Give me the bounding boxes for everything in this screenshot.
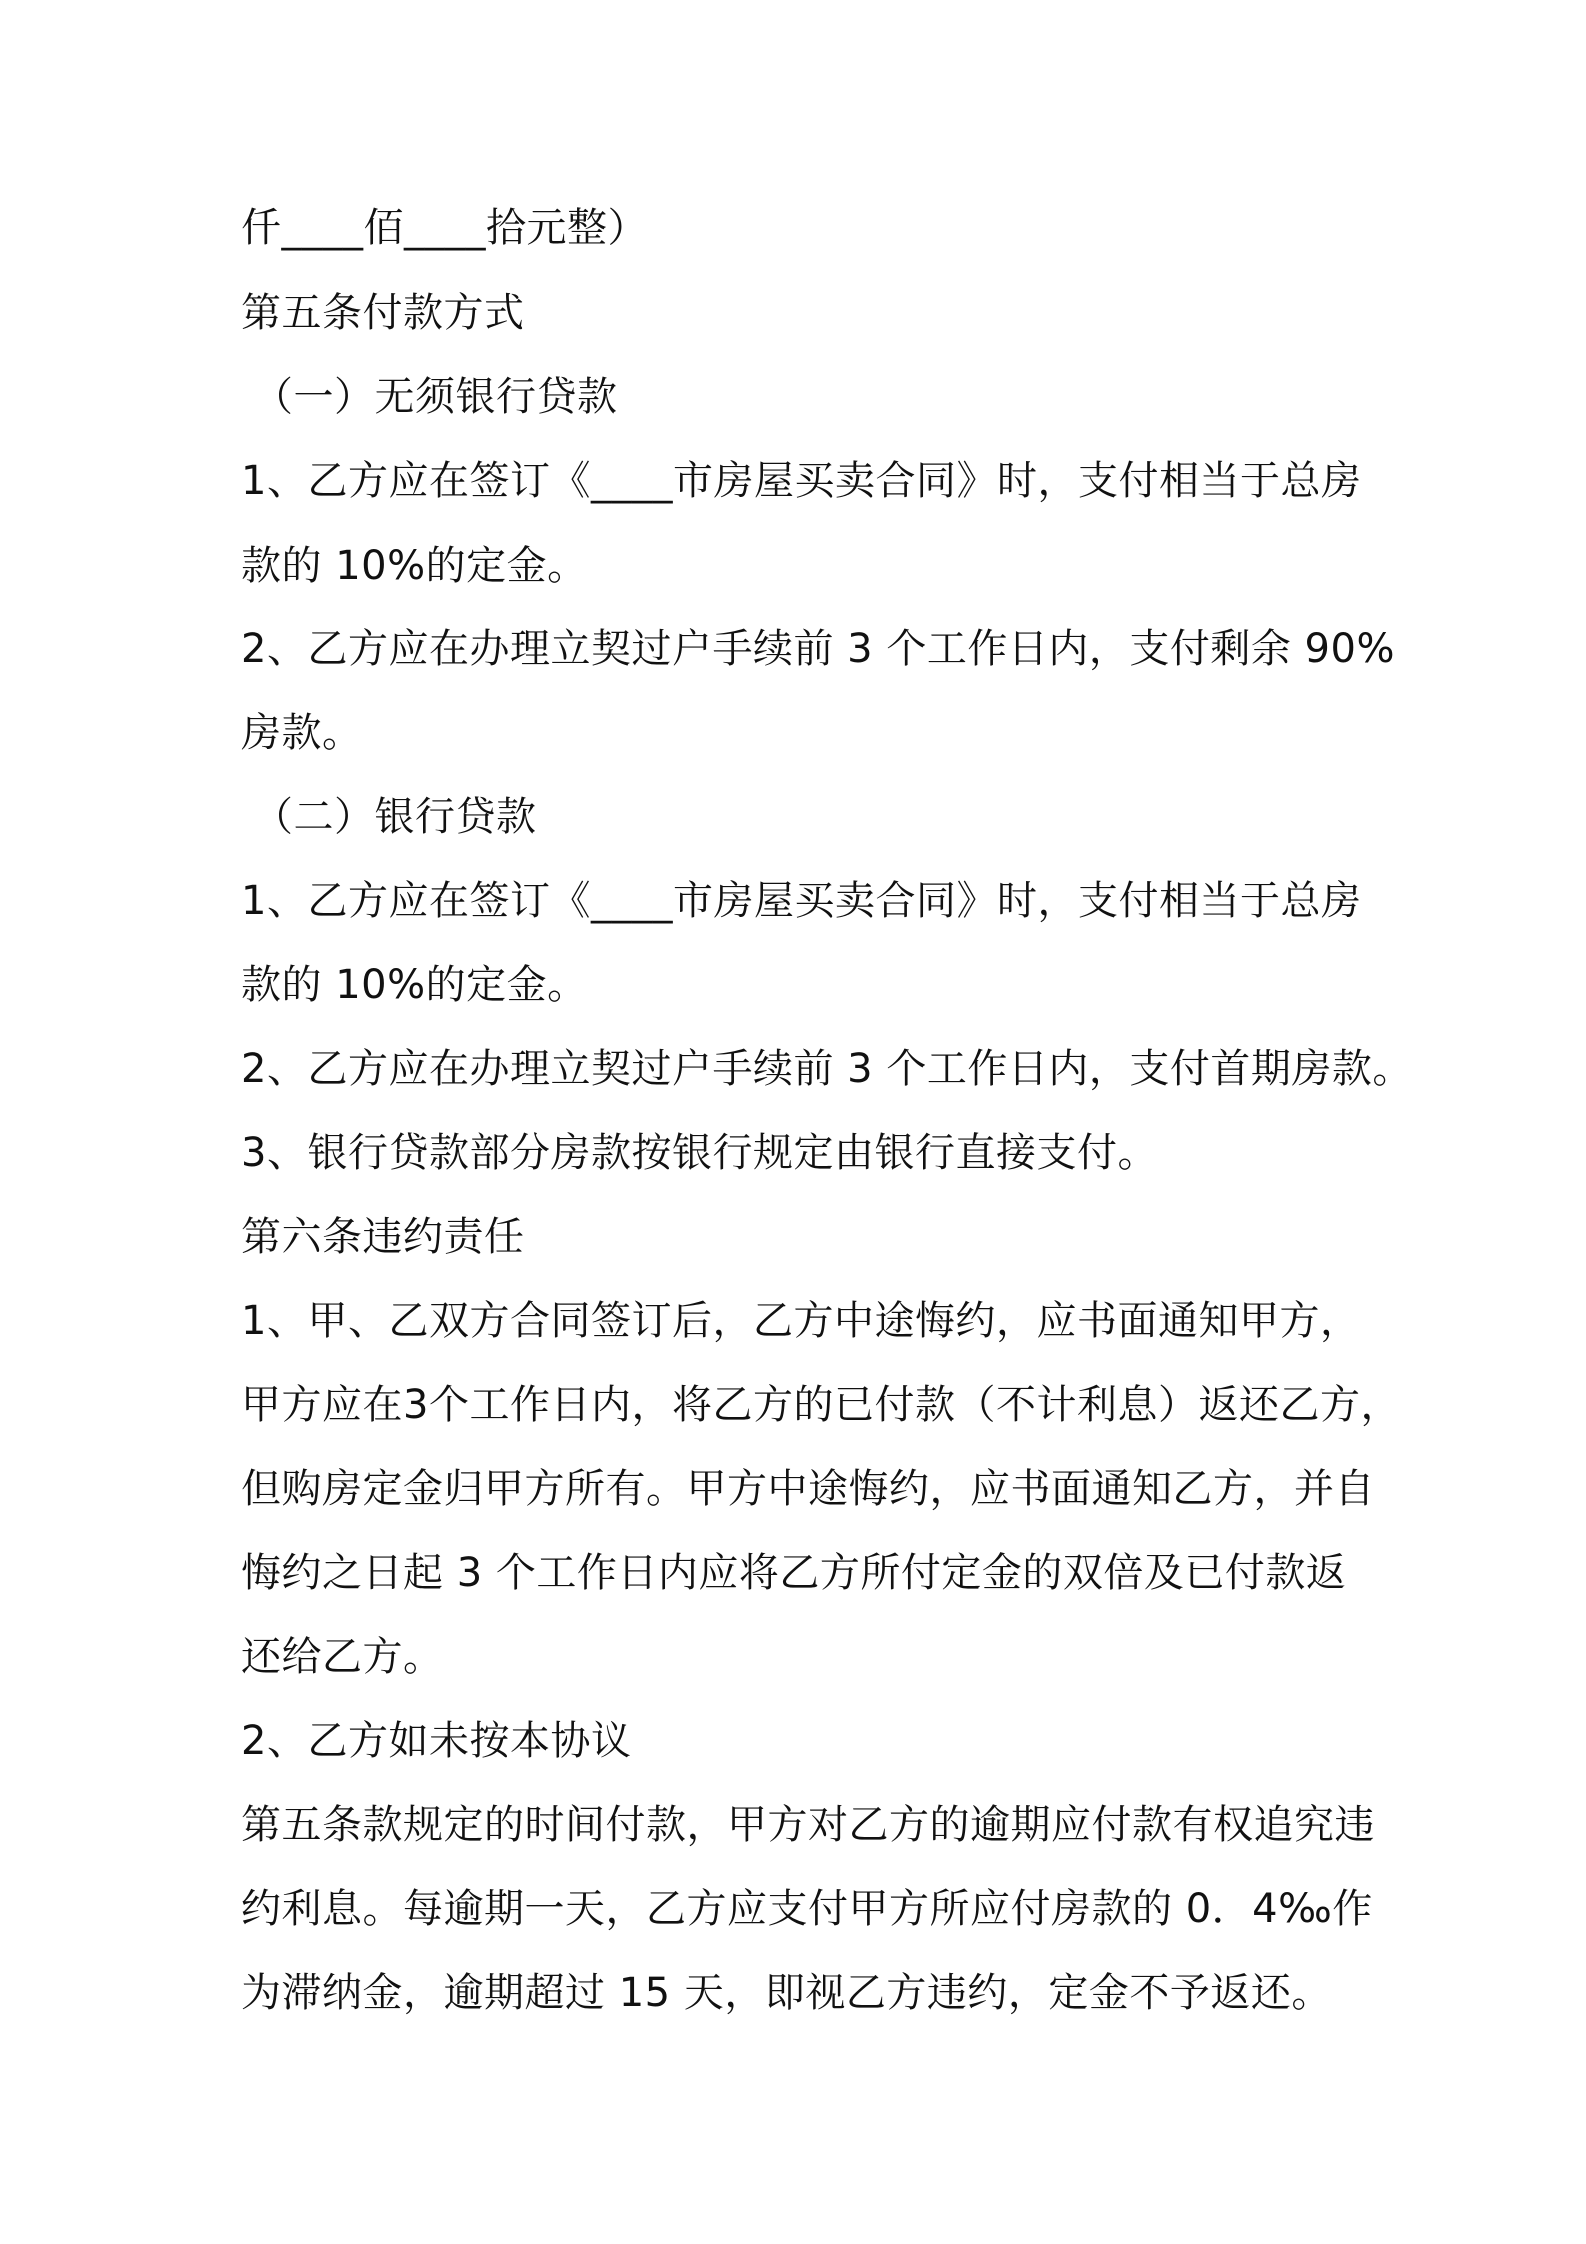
text-line: 还给乙方。	[241, 1634, 444, 1680]
text-line: 2、乙方应在办理立契过户手续前 3 个工作日内，支付剩余 90%	[241, 626, 1395, 672]
text-line: 仟____佰____拾元整）	[241, 205, 648, 251]
text-line: 1、乙方应在签订《____市房屋买卖合同》时，支付相当于总房	[241, 878, 1362, 924]
text-line: 款的 10%的定金。	[241, 543, 588, 589]
section-heading: 第六条违约责任	[241, 1214, 525, 1260]
section-heading: 第五条付款方式	[241, 290, 525, 336]
subsection-heading: （一）无须银行贷款	[253, 374, 618, 420]
text-line: 2、乙方如未按本协议	[241, 1718, 632, 1764]
text-line: 悔约之日起 3 个工作日内应将乙方所付定金的双倍及已付款返	[241, 1550, 1347, 1596]
text-line: 但购房定金归甲方所有。甲方中途悔约，应书面通知乙方，并自	[241, 1466, 1375, 1512]
text-line: 房款。	[241, 710, 363, 756]
text-line: 3、银行贷款部分房款按银行规定由银行直接支付。	[241, 1130, 1158, 1176]
text-line: 1、乙方应在签订《____市房屋买卖合同》时，支付相当于总房	[241, 458, 1362, 504]
text-line: 2、乙方应在办理立契过户手续前 3 个工作日内，支付首期房款。	[241, 1046, 1413, 1092]
subsection-heading: （二）银行贷款	[253, 794, 537, 840]
text-line: 第五条款规定的时间付款，甲方对乙方的逾期应付款有权追究违	[241, 1802, 1375, 1848]
text-line: 为滞纳金，逾期超过 15 天，即视乙方违约，定金不予返还。	[241, 1970, 1332, 2016]
text-line: 1、甲、乙双方合同签订后，乙方中途悔约，应书面通知甲方，	[241, 1298, 1361, 1344]
text-line: 甲方应在3个工作日内，将乙方的已付款（不计利息）返还乙方，	[241, 1382, 1401, 1428]
text-line: 款的 10%的定金。	[241, 962, 588, 1008]
text-line: 约利息。每逾期一天，乙方应支付甲方所应付房款的 0．4‰作	[241, 1886, 1373, 1932]
